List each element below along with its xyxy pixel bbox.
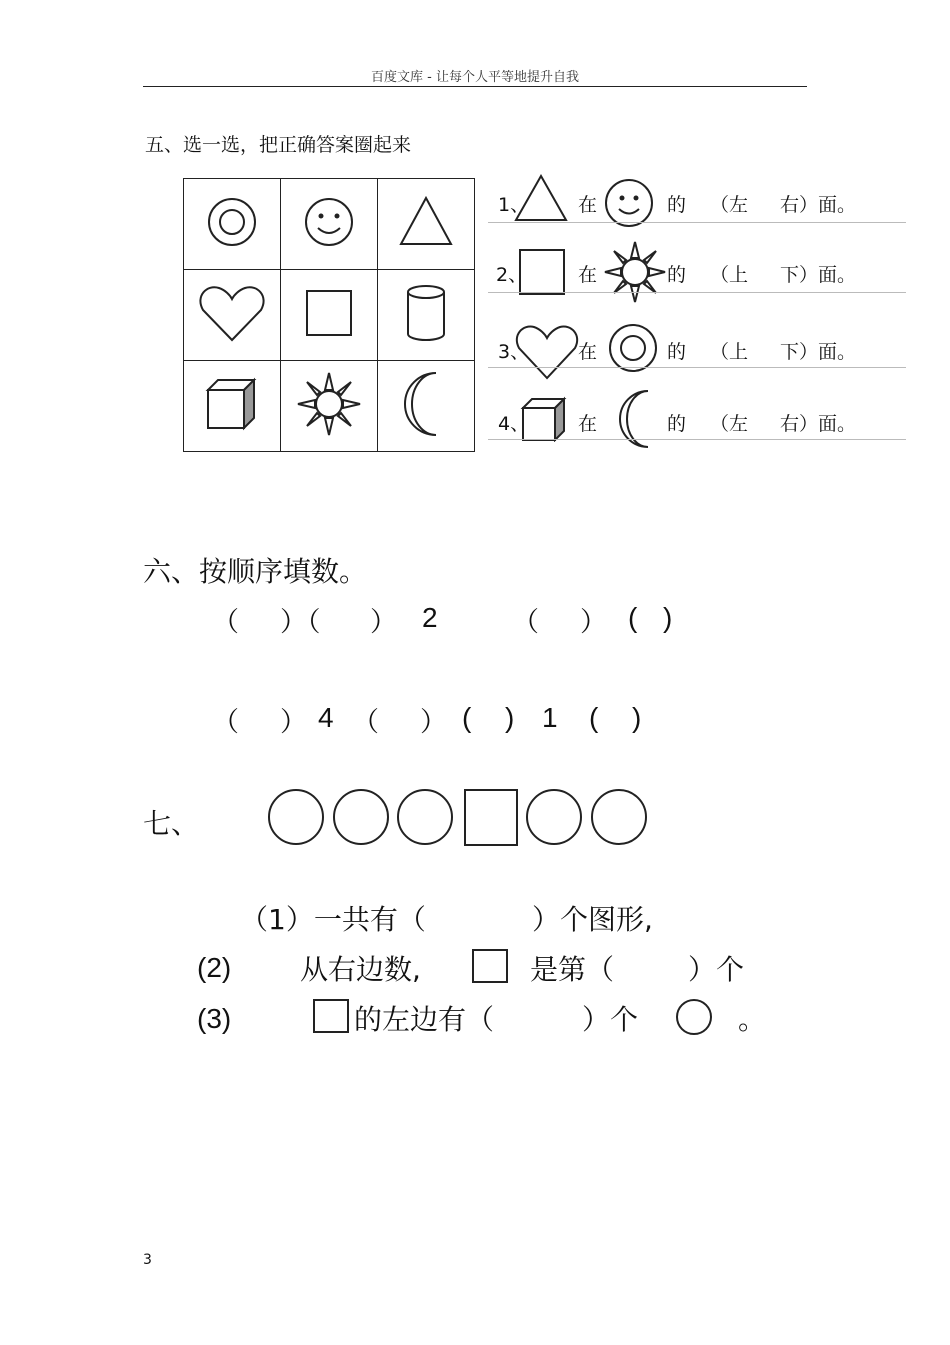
blank-close: ) [632,702,642,733]
cube-icon [520,396,570,442]
grid-cell [378,361,475,452]
blank-open: ( [462,702,472,733]
given-number: 2 [422,602,438,633]
square-icon [471,948,509,984]
q1-option-right[interactable]: 右）面。 [780,194,857,216]
smiley-icon [604,178,654,228]
blank-close-open: ）（ [280,607,321,638]
double-circle-icon [202,192,262,252]
blank-close: ） [280,707,307,738]
grid-cell [281,179,378,270]
grid-cell [281,361,378,452]
q7-3-number: (3) [197,1003,232,1034]
crescent-moon-icon [610,388,658,450]
q2-option-left[interactable]: （上 [710,264,749,286]
q4-rule [488,439,906,440]
blank-open: （ [352,707,379,738]
q4-de: 的 [667,413,687,435]
given-number: 1 [542,702,558,733]
blank-open: （ [212,707,239,738]
q7-3-middle: ）个 [582,1003,639,1036]
q1-rule [488,222,906,223]
q1-de: 的 [667,194,687,216]
q7-2-suffix: ）个 [688,953,745,986]
square-icon [518,248,566,296]
q2-de: 的 [667,264,687,286]
circle-icon [592,790,646,844]
grid-cell [378,179,475,270]
header-divider [143,86,807,87]
sun-icon [603,240,667,304]
q3-number: 3、 [498,341,530,363]
blank-open: （ [512,607,539,638]
blank-open: ( [589,702,599,733]
circle-icon [269,790,323,844]
q7-2-number: (2) [197,952,232,983]
shape-row [266,786,650,850]
grid-cell [184,361,281,452]
q4-zai: 在 [578,413,598,435]
q1-number: 1、 [498,194,530,216]
grid-cell [281,270,378,361]
blank-open: （ [212,607,239,638]
q2-option-right[interactable]: 下）面。 [780,264,857,286]
crescent-moon-icon [396,369,456,439]
q7-2-text: 从右边数, [300,953,421,986]
q7-2-middle: 是第（ [530,953,615,986]
q7-1-prefix: （1）一共有（ [240,903,426,936]
q4-option-right[interactable]: 右）面。 [780,413,857,435]
grid-cell [378,270,475,361]
q1-option-left[interactable]: （左 [710,194,749,216]
blank-close: ） [420,707,447,738]
blank-close: ) [663,602,673,633]
triangle-icon [514,174,568,222]
section6-title: 六、按顺序填数。 [143,555,368,588]
smiley-icon [299,192,359,252]
q1-zai: 在 [578,194,598,216]
q3-de: 的 [667,341,687,363]
square-icon [304,288,354,338]
q3-zai: 在 [578,341,598,363]
q7-3-text: 的左边有（ [354,1003,495,1036]
heart-icon [197,282,267,344]
shape-grid [183,178,475,452]
square-icon [312,998,350,1034]
page-number: 3 [143,1252,152,1268]
square-icon [465,790,517,845]
blank-open: ( [628,602,638,633]
section7-title: 七、 [143,807,200,840]
q2-number: 2、 [496,264,528,286]
grid-cell [184,179,281,270]
blank-close: ) [505,702,515,733]
circle-icon [527,790,581,844]
blank-close: ） [580,607,607,638]
grid-cell [184,270,281,361]
q3-rule [488,367,906,368]
blank-close: ） [370,607,397,638]
page-header: 百度文库 - 让每个人平等地提升自我 [371,70,579,85]
q7-1-suffix: ）个图形, [532,903,653,936]
circle-icon [398,790,452,844]
triangle-icon [396,192,456,252]
cylinder-icon [404,283,448,343]
heart-icon [514,322,580,380]
section5-title: 五、选一选，把正确答案圈起来 [145,134,412,156]
q2-rule [488,292,906,293]
q2-zai: 在 [578,264,598,286]
circle-icon [334,790,388,844]
q4-option-left[interactable]: （左 [710,413,749,435]
q7-3-period: 。 [738,1003,767,1036]
cube-icon [202,374,262,434]
given-number: 4 [318,702,334,733]
q3-option-right[interactable]: 下）面。 [780,341,857,363]
circle-icon [674,998,714,1036]
q3-option-left[interactable]: （上 [710,341,749,363]
sun-icon [296,371,362,437]
q4-number: 4、 [498,413,530,435]
